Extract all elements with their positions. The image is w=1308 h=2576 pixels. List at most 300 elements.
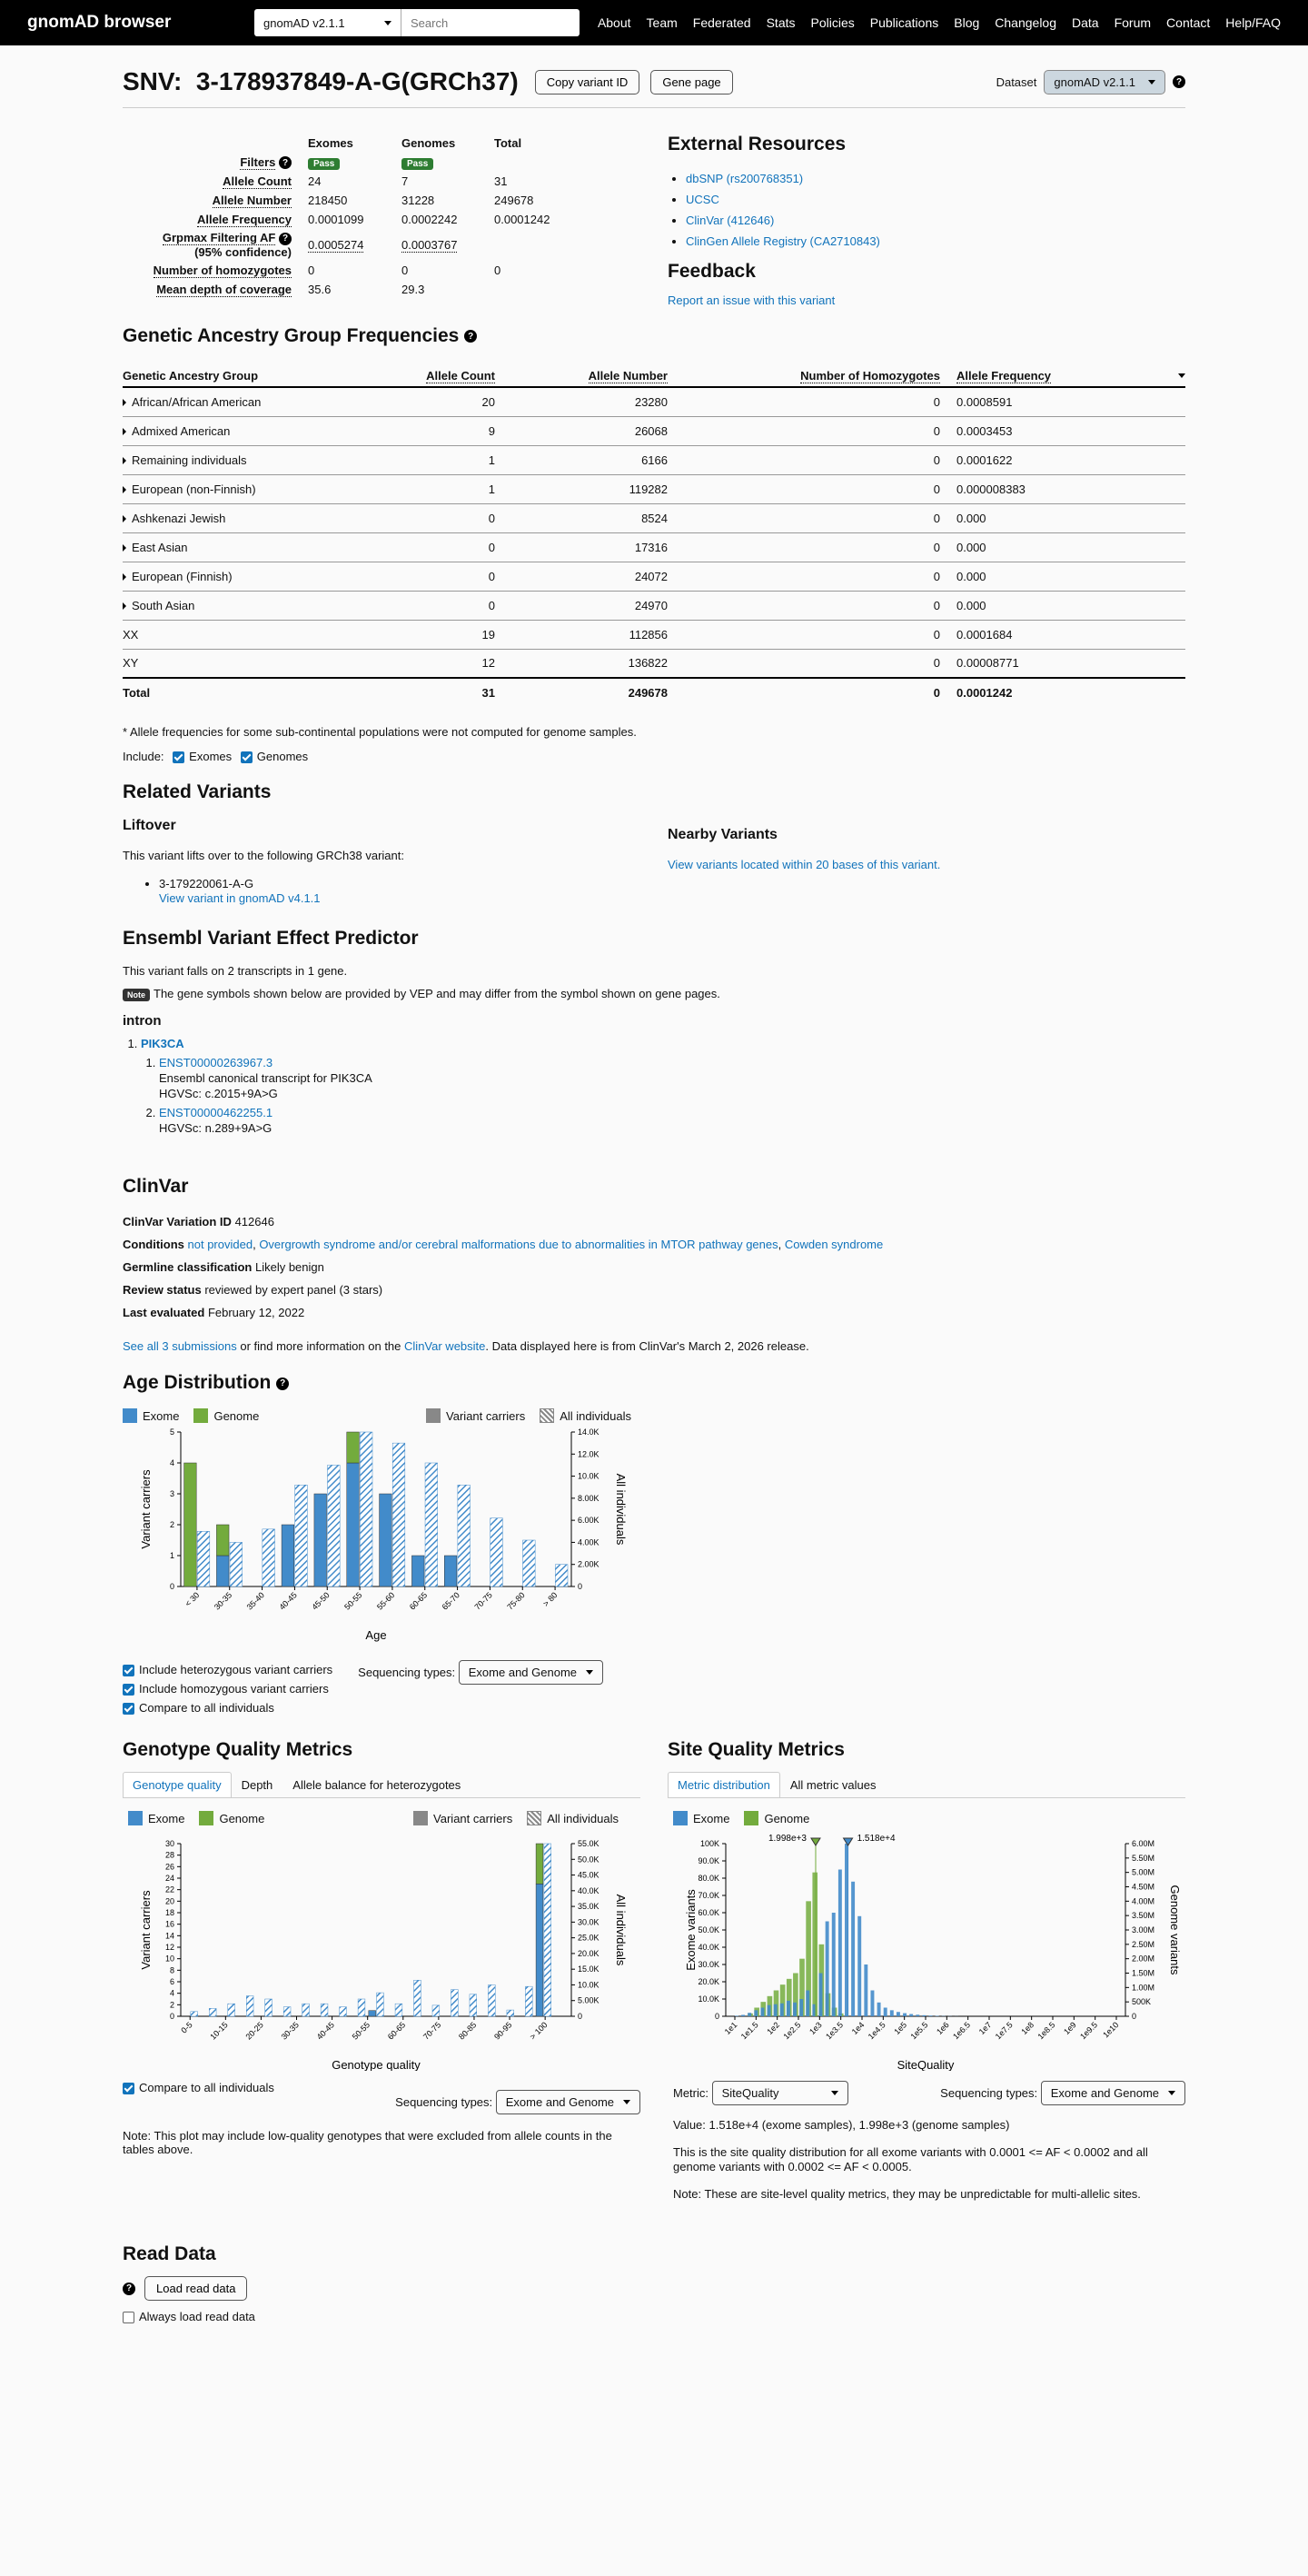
gq-legend: Exome Genome Variant carriers All individuals xyxy=(128,1811,619,1825)
sort-desc-icon xyxy=(1178,373,1185,378)
include-controls xyxy=(123,750,1185,763)
exome-swatch xyxy=(673,1811,688,1825)
help-icon[interactable]: ? xyxy=(464,330,477,343)
gq-compare-all-checkbox[interactable] xyxy=(123,2083,134,2094)
header-allele-number[interactable]: Allele Number xyxy=(495,365,668,387)
x-tick-label: 90-95 xyxy=(492,2020,514,2042)
all-individuals-bar xyxy=(360,1432,372,1586)
y2-tick-label: 14.0K xyxy=(578,1427,600,1437)
y2-tick-label: 5.00K xyxy=(578,1995,600,2005)
y-tick-label: 100K xyxy=(699,1839,719,1849)
exomes-checkbox-label: Exomes xyxy=(189,750,233,763)
y2-tick-label: 5.50M xyxy=(1132,1853,1155,1863)
age-legend: Exome Genome Variant carriers All individuals xyxy=(123,1408,631,1423)
x-tick-label: 1e7.5 xyxy=(993,2020,1015,2042)
age-sequencing-dropdown[interactable]: Exome and Genome xyxy=(459,1660,603,1685)
condition-link[interactable]: not provided xyxy=(187,1238,253,1252)
summary-row: Grpmax Filtering AF ? (95% confidence) 0.0005274 0.0003767 xyxy=(123,229,557,261)
feedback-title: Feedback xyxy=(668,261,756,282)
hom-carriers-checkbox[interactable] xyxy=(123,1684,134,1696)
nearby-variants-link[interactable]: View variants located within 20 bases of this variant. xyxy=(668,858,941,872)
col-total: Total xyxy=(494,136,522,150)
y-tick-label: 26 xyxy=(164,1862,174,1872)
exome-bar xyxy=(380,1494,392,1586)
ancestry-row[interactable]: South Asian 0 24970 0 0.000 xyxy=(123,591,1185,620)
x-tick-label: 10-15 xyxy=(208,2020,230,2042)
all-individuals-bar xyxy=(432,2005,440,2016)
nav-link-changelog[interactable]: Changelog xyxy=(995,15,1057,30)
genome-bar xyxy=(184,1463,197,1586)
carriers-swatch xyxy=(426,1408,441,1423)
exome-bar xyxy=(748,2013,751,2016)
all-individuals-bar xyxy=(358,1999,365,2016)
y-tick-label: 2 xyxy=(169,1520,174,1530)
filters-label: Filters xyxy=(240,154,276,169)
y-tick-label: 30.0K xyxy=(698,1960,719,1970)
ancestry-row[interactable]: European (non-Finnish) 1 119282 0 0.000008383 xyxy=(123,474,1185,503)
all-individuals-swatch xyxy=(527,1811,541,1825)
exome-bar xyxy=(216,1556,229,1586)
y-tick-label: 4 xyxy=(169,1988,174,1998)
exome-bar xyxy=(832,1913,836,2016)
chevron-down-icon xyxy=(586,1670,593,1675)
nav-link-federated[interactable]: Federated xyxy=(692,15,751,30)
search-box xyxy=(254,9,580,36)
expand-icon[interactable] xyxy=(123,573,126,581)
y-tick-label: 50.0K xyxy=(698,1925,719,1935)
sq-legend: Exome Genome xyxy=(673,1811,1185,1825)
y-tick-label: 6 xyxy=(169,1977,174,1987)
col-genomes: Genomes xyxy=(401,136,456,150)
x-tick-label: 1e6.5 xyxy=(951,2020,973,2042)
x-tick-label: 1e5 xyxy=(892,2020,909,2037)
y2-tick-label: 10.0K xyxy=(578,1980,600,1990)
expand-icon[interactable] xyxy=(123,515,126,522)
summary-cell: 0 xyxy=(308,263,315,277)
x-tick-label: 1e3.5 xyxy=(824,2020,846,2042)
summary-cell xyxy=(494,229,557,261)
review-status: reviewed by expert panel (3 stars) xyxy=(204,1283,383,1298)
y2-tick-label: 0 xyxy=(578,1582,583,1592)
all-individuals-bar xyxy=(295,1485,308,1586)
vep-text: This variant falls on 2 transcripts in 1 gene. xyxy=(123,964,348,979)
x-tick-label: 1e2 xyxy=(765,2020,782,2037)
x-tick-label: 60-65 xyxy=(407,1590,430,1612)
page-title-row xyxy=(123,67,1185,108)
help-icon[interactable]: ? xyxy=(279,233,292,245)
y-tick-label: 30 xyxy=(164,1839,174,1849)
all-individuals-bar xyxy=(340,2007,347,2016)
help-icon[interactable]: ? xyxy=(123,2283,135,2295)
y-tick-label: 70.0K xyxy=(698,1891,719,1901)
liftover-text: This variant lifts over to the following GRCh38 variant: xyxy=(123,849,404,863)
x-tick-label: 1e9 xyxy=(1062,2020,1078,2037)
nav-link-data[interactable]: Data xyxy=(1072,15,1099,30)
all-individuals-bar xyxy=(265,1999,272,2016)
liftover-list xyxy=(159,877,668,906)
all-individuals-bar xyxy=(246,1996,253,2016)
header-allele-count[interactable]: Allele Count xyxy=(350,365,495,387)
x-tick-label: 75-80 xyxy=(505,1590,527,1612)
gq-sequencing-dropdown[interactable]: Exome and Genome xyxy=(496,2090,640,2114)
nav-link-about[interactable]: About xyxy=(597,15,631,30)
exome-bar xyxy=(760,2008,764,2017)
exome-bar xyxy=(754,2010,758,2016)
gene-page-button[interactable]: Gene page xyxy=(650,70,732,94)
x-tick-label: 1e5.5 xyxy=(908,2020,930,2042)
ancestry-row[interactable]: Admixed American 9 26068 0 0.0003453 xyxy=(123,416,1185,445)
clinvar-website-link[interactable]: ClinVar website xyxy=(404,1339,486,1354)
expand-icon[interactable] xyxy=(123,428,126,435)
exome-bar xyxy=(411,1556,424,1586)
y2-tick-label: 1.50M xyxy=(1132,1968,1155,1978)
summary-cell: 0.0002242 xyxy=(401,213,458,226)
vep-gene-list xyxy=(141,1036,1185,1136)
read-data-title: Read Data xyxy=(123,2243,216,2265)
ancestry-row[interactable]: Ashkenazi Jewish 0 8524 0 0.000 xyxy=(123,503,1185,532)
genome-bar xyxy=(812,1873,818,2016)
x-tick-label: > 80 xyxy=(540,1590,560,1609)
all-individuals-bar xyxy=(283,2007,291,2016)
exome-bar xyxy=(909,2014,913,2016)
x-tick-label: 1e10 xyxy=(1101,2020,1121,2040)
all-individuals-bar xyxy=(228,2004,235,2016)
x-tick-label: < 30 xyxy=(183,1590,202,1609)
expand-icon[interactable] xyxy=(123,602,126,610)
y-tick-label: 10.0K xyxy=(698,1994,719,2004)
exome-bar xyxy=(282,1525,294,1586)
x-tick-label: 1e7 xyxy=(976,2020,994,2037)
exome-bar xyxy=(897,2012,900,2016)
transcript-hgvs: HGVSc: c.2015+9A>G xyxy=(159,1087,278,1101)
exome-bar xyxy=(929,2015,933,2016)
y-tick-label: 60.0K xyxy=(698,1908,719,1918)
transcript-item xyxy=(159,1055,1185,1101)
nav-link-team[interactable]: Team xyxy=(646,15,678,30)
y-axis-label: Exome variants xyxy=(684,1889,698,1971)
dataset-select[interactable] xyxy=(254,9,401,36)
summary-cell: 0.0005274 xyxy=(308,237,364,252)
x-axis-label: Genotype quality xyxy=(332,2058,421,2072)
exome-swatch xyxy=(128,1811,143,1825)
metric-dropdown[interactable]: SiteQuality xyxy=(712,2081,848,2105)
expand-icon[interactable] xyxy=(123,457,126,464)
y2-tick-label: 2.00M xyxy=(1132,1954,1155,1964)
all-individuals-bar xyxy=(451,1990,458,2016)
exome-bar xyxy=(819,1974,823,2017)
tab-genotype-quality[interactable]: Genotype quality xyxy=(123,1772,232,1797)
x-tick-label: 1e3 xyxy=(808,2020,824,2037)
genome-bar xyxy=(536,1844,543,1884)
genome-marker-icon xyxy=(811,1838,820,1845)
y2-tick-label: 15.0K xyxy=(578,1964,600,1974)
y2-tick-label: 30.0K xyxy=(578,1917,600,1927)
ancestry-row[interactable]: African/African American 20 23280 0 0.0008591 xyxy=(123,387,1185,416)
x-tick-label: 65-70 xyxy=(440,1590,461,1612)
exome-bar xyxy=(922,2015,926,2016)
dataset-label: Dataset xyxy=(996,75,1037,89)
variant-summary-table xyxy=(123,134,557,299)
search-input[interactable] xyxy=(401,9,580,36)
brand-logo[interactable]: gnomAD browser xyxy=(27,13,172,32)
y-tick-label: 5 xyxy=(169,1427,174,1437)
genome-swatch xyxy=(199,1811,213,1825)
y2-tick-label: 35.0K xyxy=(578,1902,600,1912)
load-read-data-button[interactable]: Load read data xyxy=(144,2276,247,2301)
y2-tick-label: 0 xyxy=(1132,2012,1137,2022)
compare-all-checkbox[interactable] xyxy=(123,1703,134,1715)
genotype-quality-title: Genotype Quality Metrics xyxy=(123,1739,353,1761)
site-quality-chart xyxy=(668,1825,1185,2071)
x-tick-label: 1e6 xyxy=(935,2020,951,2037)
clinvar-details: ClinVar Variation ID 412646 Conditions not provided, Overgrowth syndrome and/or cerebral malformations due to abnormalities in MTOR pathway genes, Cowden syndrome Germline classification Likely benign Review status reviewed by expert panel (3 stars) Last evaluated February 12, 2022 See all 3 submissions or find more information on the ClinVar website. Data displayed here is from ClinVar's March 2, 2026 release. xyxy=(123,1215,884,1354)
exome-bar xyxy=(857,1916,861,2016)
genome-bar xyxy=(347,1432,360,1463)
all-individuals-bar xyxy=(523,1540,536,1586)
exomes-checkbox[interactable] xyxy=(173,751,184,763)
exome-bar xyxy=(890,2010,894,2016)
clinvar-id: 412646 xyxy=(234,1215,274,1229)
y2-axis-label: Genome variants xyxy=(1168,1885,1182,1975)
exome-bar xyxy=(314,1494,327,1586)
help-icon[interactable]: ? xyxy=(1173,75,1185,88)
ancestry-row[interactable]: Remaining individuals 1 6166 0 0.0001622 xyxy=(123,445,1185,474)
gq-controls: Compare to all individuals Sequencing types: Exome and Genome xyxy=(123,2081,640,2114)
summary-cell: 29.3 xyxy=(401,282,425,296)
transcript-hgvs: HGVSc: n.289+9A>G xyxy=(159,1121,272,1136)
exome-bar xyxy=(741,2015,745,2017)
all-individuals-bar xyxy=(191,2012,198,2016)
y-axis-label: Variant carriers xyxy=(139,1890,153,1970)
y2-tick-label: 10.0K xyxy=(578,1471,600,1481)
external-links-list xyxy=(686,168,1185,252)
x-tick-label: 1e8.5 xyxy=(1036,2020,1057,2042)
exome-bar xyxy=(877,2003,881,2016)
external-link-item xyxy=(686,189,1185,210)
report-issue-link[interactable]: Report an issue with this variant xyxy=(668,293,836,307)
all-individuals-bar xyxy=(490,1518,503,1586)
chevron-down-icon xyxy=(384,21,391,25)
x-tick-label: 70-75 xyxy=(472,1590,494,1612)
age-distribution-chart xyxy=(123,1423,631,1650)
expand-icon[interactable] xyxy=(123,399,126,406)
nav-link-publications[interactable]: Publications xyxy=(869,15,939,30)
y2-axis-label: All individuals xyxy=(614,1894,628,1966)
condition-link[interactable]: Overgrowth syndrome and/or cerebral malformations due to abnormalities in MTOR pathway genes xyxy=(259,1238,778,1252)
all-individuals-bar xyxy=(230,1542,243,1586)
y2-tick-label: 2.50M xyxy=(1132,1939,1155,1949)
y2-axis-label: All individuals xyxy=(614,1473,628,1546)
x-tick-label: 0-5 xyxy=(179,2020,194,2035)
genotype-quality-chart xyxy=(123,1825,631,2071)
top-navbar xyxy=(0,0,1308,45)
chevron-down-icon xyxy=(623,2100,630,2104)
genomes-checkbox-label: Genomes xyxy=(256,750,309,763)
exome-bar xyxy=(903,2014,907,2016)
y2-tick-label: 20.0K xyxy=(578,1948,600,1958)
ancestry-title: Genetic Ancestry Group Frequencies ? xyxy=(123,325,1185,347)
x-tick-label: 70-75 xyxy=(421,2020,443,2042)
y-tick-label: 90.0K xyxy=(698,1856,719,1866)
dataset-dropdown[interactable] xyxy=(1044,70,1165,94)
all-individuals-bar xyxy=(209,2008,216,2016)
col-exomes: Exomes xyxy=(308,136,353,150)
het-carriers-checkbox[interactable] xyxy=(123,1665,134,1676)
ancestry-row[interactable]: European (Finnish) 0 24072 0 0.000 xyxy=(123,562,1185,591)
external-link[interactable]: ClinGen Allele Registry (CA2710843) xyxy=(686,234,880,248)
external-link[interactable]: dbSNP (rs200768351) xyxy=(686,172,804,185)
nav-link-help-faq[interactable]: Help/FAQ xyxy=(1225,15,1281,30)
transcript-link[interactable]: ENST00000462255.1 xyxy=(159,1106,273,1120)
y-tick-label: 3 xyxy=(169,1489,174,1499)
exome-bar xyxy=(369,2011,376,2016)
genome-swatch xyxy=(193,1408,208,1423)
exome-bar xyxy=(735,2015,738,2016)
y-tick-label: 28 xyxy=(164,1850,174,1860)
y2-tick-label: 500K xyxy=(1132,1997,1152,2007)
expand-icon[interactable] xyxy=(123,544,126,552)
all-individuals-bar xyxy=(488,1985,495,2017)
x-tick-label: 20-25 xyxy=(243,2020,265,2042)
all-individuals-bar xyxy=(555,1565,568,1586)
germline-classification: Likely benign xyxy=(254,1260,324,1275)
pass-badge: Pass xyxy=(401,158,433,170)
read-data-controls xyxy=(123,2276,1185,2301)
genomes-checkbox[interactable] xyxy=(241,751,253,763)
condition-link[interactable]: Cowden syndrome xyxy=(784,1238,884,1252)
y2-tick-label: 55.0K xyxy=(578,1839,600,1849)
all-individuals-bar xyxy=(321,2004,328,2016)
all-individuals-bar xyxy=(525,1986,532,2016)
all-individuals-bar xyxy=(302,2004,310,2016)
all-individuals-bar xyxy=(392,1443,405,1586)
exome-bar xyxy=(768,2005,771,2016)
nav-link-contact[interactable]: Contact xyxy=(1166,15,1211,30)
all-individuals-bar xyxy=(197,1531,210,1586)
x-tick-label: 35-40 xyxy=(244,1590,266,1612)
x-tick-label: > 100 xyxy=(528,2020,550,2042)
exome-bar xyxy=(793,2003,797,2016)
nav-link-forum[interactable]: Forum xyxy=(1114,15,1152,30)
x-tick-label: 45-50 xyxy=(310,1590,332,1612)
y-tick-label: 22 xyxy=(164,1885,174,1895)
external-resources-title: External Resources xyxy=(668,134,847,154)
tab-allele-balance[interactable]: Allele balance for heterozygotes xyxy=(292,1778,461,1793)
age-controls: Include heterozygous variant carriers Include homozygous variant carriers Compare to all individuals Sequencing types: Exome and Genome xyxy=(123,1660,631,1717)
summary-row: Mean depth of coverage 35.6 29.3 xyxy=(123,280,557,299)
y-tick-label: 0 xyxy=(169,2012,174,2022)
page-title: SNV: 3-178937849-A-G(GRCh37) xyxy=(123,67,519,95)
dataset-dropdown-value: gnomAD v2.1.1 xyxy=(1054,75,1135,89)
all-individuals-bar xyxy=(377,1993,384,2016)
all-individuals-bar xyxy=(544,1844,551,2016)
header-allele-frequency[interactable]: Allele Frequency xyxy=(940,365,1185,387)
x-axis-label: Age xyxy=(365,1628,387,1643)
summary-row: Allele Number 218450 31228 249678 xyxy=(123,191,557,210)
help-icon[interactable]: ? xyxy=(279,156,292,169)
y-tick-label: 2 xyxy=(169,2000,174,2010)
header-homozygotes[interactable]: Number of Homozygotes xyxy=(668,365,940,387)
chevron-down-icon xyxy=(1168,2091,1175,2095)
exome-bar xyxy=(444,1556,457,1586)
all-individuals-swatch xyxy=(540,1408,554,1423)
x-tick-label: 1e8 xyxy=(1019,2020,1036,2037)
y-tick-label: 10 xyxy=(164,1954,174,1964)
y2-tick-label: 25.0K xyxy=(578,1933,600,1943)
external-link[interactable]: UCSC xyxy=(686,193,719,206)
summary-cell: 249678 xyxy=(494,194,534,207)
x-tick-label: 60-65 xyxy=(385,2020,408,2042)
y-tick-label: 12 xyxy=(164,1943,174,1953)
x-tick-label: 30-35 xyxy=(279,2020,301,2042)
transcript-desc: Ensembl canonical transcript for PIK3CA xyxy=(159,1071,372,1086)
always-load-checkbox[interactable] xyxy=(123,2312,134,2323)
all-individuals-bar xyxy=(414,1980,421,2016)
exome-bar xyxy=(838,1870,842,2017)
genome-swatch xyxy=(744,1811,758,1825)
external-link[interactable]: ClinVar (412646) xyxy=(686,214,775,227)
y-tick-label: 1 xyxy=(169,1551,174,1561)
all-individuals-bar xyxy=(507,2010,514,2016)
summary-cell: 35.6 xyxy=(308,282,332,296)
ancestry-row[interactable]: East Asian 0 17316 0 0.000 xyxy=(123,532,1185,562)
y-tick-label: 20 xyxy=(164,1896,174,1906)
summary-cell: 7 xyxy=(401,174,409,188)
carriers-swatch xyxy=(413,1811,428,1825)
sq-sequencing-dropdown[interactable]: Exome and Genome xyxy=(1041,2081,1185,2105)
gene-link[interactable]: PIK3CA xyxy=(141,1037,184,1051)
exome-bar xyxy=(884,2008,887,2017)
tab-depth[interactable]: Depth xyxy=(241,1778,273,1793)
y-tick-label: 14 xyxy=(164,1931,174,1941)
summary-row: Allele Frequency 0.0001099 0.0002242 0.0001242 xyxy=(123,210,557,229)
summary-row: Number of homozygotes 0 0 0 xyxy=(123,261,557,280)
x-axis-label: SiteQuality xyxy=(897,2058,955,2072)
exome-bar xyxy=(536,1884,543,2016)
x-tick-label: 50-55 xyxy=(342,1590,364,1612)
y2-tick-label: 4.00M xyxy=(1132,1896,1155,1906)
see-all-submissions-link[interactable]: See all 3 submissions xyxy=(123,1339,237,1354)
x-tick-label: 1e4 xyxy=(849,2020,867,2037)
sq-description: Value: 1.518e+4 (exome samples), 1.998e+3 (genome samples) This is the site quality distribution for all exome variants with 0.0001 <= AF < 0.0002 and all genome variants with 0.0002 <= AF < 0.0005. Note: These are site-level quality metrics, they may be unpredictable for multi-allelic sites. xyxy=(673,2118,1148,2202)
y2-tick-label: 5.00M xyxy=(1132,1867,1155,1877)
exome-bar xyxy=(916,2014,919,2016)
transcript-item xyxy=(159,1105,1185,1136)
all-individuals-bar xyxy=(425,1463,438,1586)
y2-tick-label: 1.00M xyxy=(1132,1983,1155,1993)
expand-icon[interactable] xyxy=(123,486,126,493)
help-icon[interactable]: ? xyxy=(276,1378,289,1390)
all-individuals-bar xyxy=(263,1529,275,1586)
transcript-link[interactable]: ENST00000263967.3 xyxy=(159,1056,273,1070)
nav-link-blog[interactable]: Blog xyxy=(954,15,980,30)
copy-variant-id-button[interactable]: Copy variant ID xyxy=(535,70,640,94)
consequence-title: intron xyxy=(123,1013,162,1029)
liftover-link[interactable]: View variant in gnomAD v4.1.1 xyxy=(159,891,321,906)
tab-all-metric-values[interactable]: All metric values xyxy=(789,1778,877,1793)
external-link-item xyxy=(686,210,1185,231)
tab-metric-distribution[interactable]: Metric distribution xyxy=(668,1772,780,1797)
header-group[interactable]: Genetic Ancestry Group xyxy=(123,365,350,387)
all-individuals-bar xyxy=(328,1465,341,1586)
nav-link-policies[interactable]: Policies xyxy=(810,15,855,30)
ancestry-row: XX 19 112856 0 0.0001684 xyxy=(123,620,1185,649)
note-badge: Note xyxy=(123,989,150,1001)
exome-bar xyxy=(826,1922,829,2017)
y2-tick-label: 6.00K xyxy=(578,1516,600,1526)
y2-tick-label: 3.00M xyxy=(1132,1925,1155,1935)
nav-link-stats[interactable]: Stats xyxy=(766,15,796,30)
